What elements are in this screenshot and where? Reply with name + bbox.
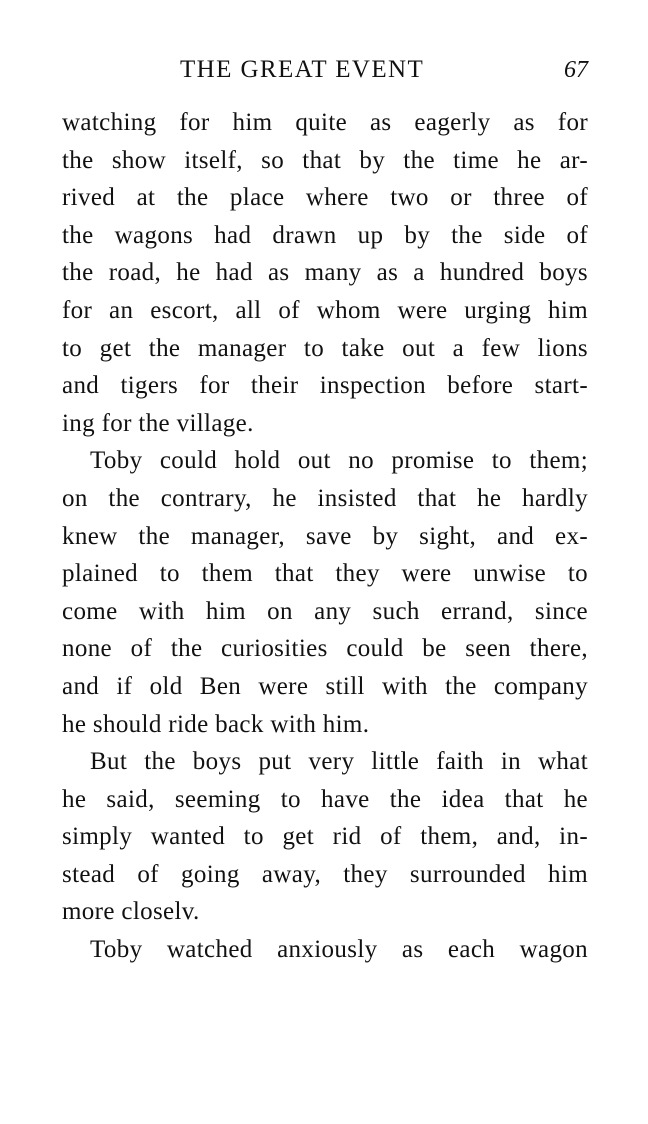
text-line: on the contrary, he insisted that he hardly — [62, 484, 588, 512]
text-line: the wagons had drawn up by the side of — [62, 221, 588, 249]
text-line: more closelv. — [62, 898, 200, 926]
text-line: he should ride back with him. — [62, 710, 370, 738]
text-line: to get the manager to take out a few lions — [62, 334, 588, 362]
body-text — [62, 104, 588, 969]
text-line: ing for the village. — [62, 409, 254, 437]
text-line: come with him on any such errand, since — [62, 597, 588, 625]
running-head — [62, 54, 588, 90]
text-line: none of the curiosities could be seen there, — [62, 635, 588, 663]
text-line: for an escort, all of whom were urging him — [62, 296, 588, 324]
text-line: Toby watched anxiously as each wagon — [90, 936, 588, 964]
text-line: simply wanted to get rid of them, and, in- — [62, 823, 588, 851]
chapter-title: THE GREAT EVENT — [180, 56, 425, 83]
text-line: rived at the place where two or three of — [62, 184, 588, 212]
text-line: the road, he had as many as a hundred boys — [62, 259, 588, 287]
text-line: watching for him quite as eagerly as for — [62, 109, 588, 136]
text-line: knew the manager, save by sight, and ex- — [62, 522, 588, 550]
text-line: stead of going away, they surrounded him — [62, 860, 588, 888]
text-line: he said, seeming to have the idea that he — [62, 785, 588, 813]
text-line: But the boys put very little faith in what — [90, 748, 588, 776]
text-line: and tigers for their inspection before start- — [62, 372, 588, 400]
page-number: 67 — [564, 57, 588, 83]
text-line: Toby could hold out no promise to them; — [90, 447, 588, 475]
text-line: plained to them that they were unwise to — [62, 560, 588, 588]
text-line: the show itself, so that by the time he ar- — [62, 146, 588, 174]
text-line: and if old Ben were still with the company — [62, 672, 588, 700]
